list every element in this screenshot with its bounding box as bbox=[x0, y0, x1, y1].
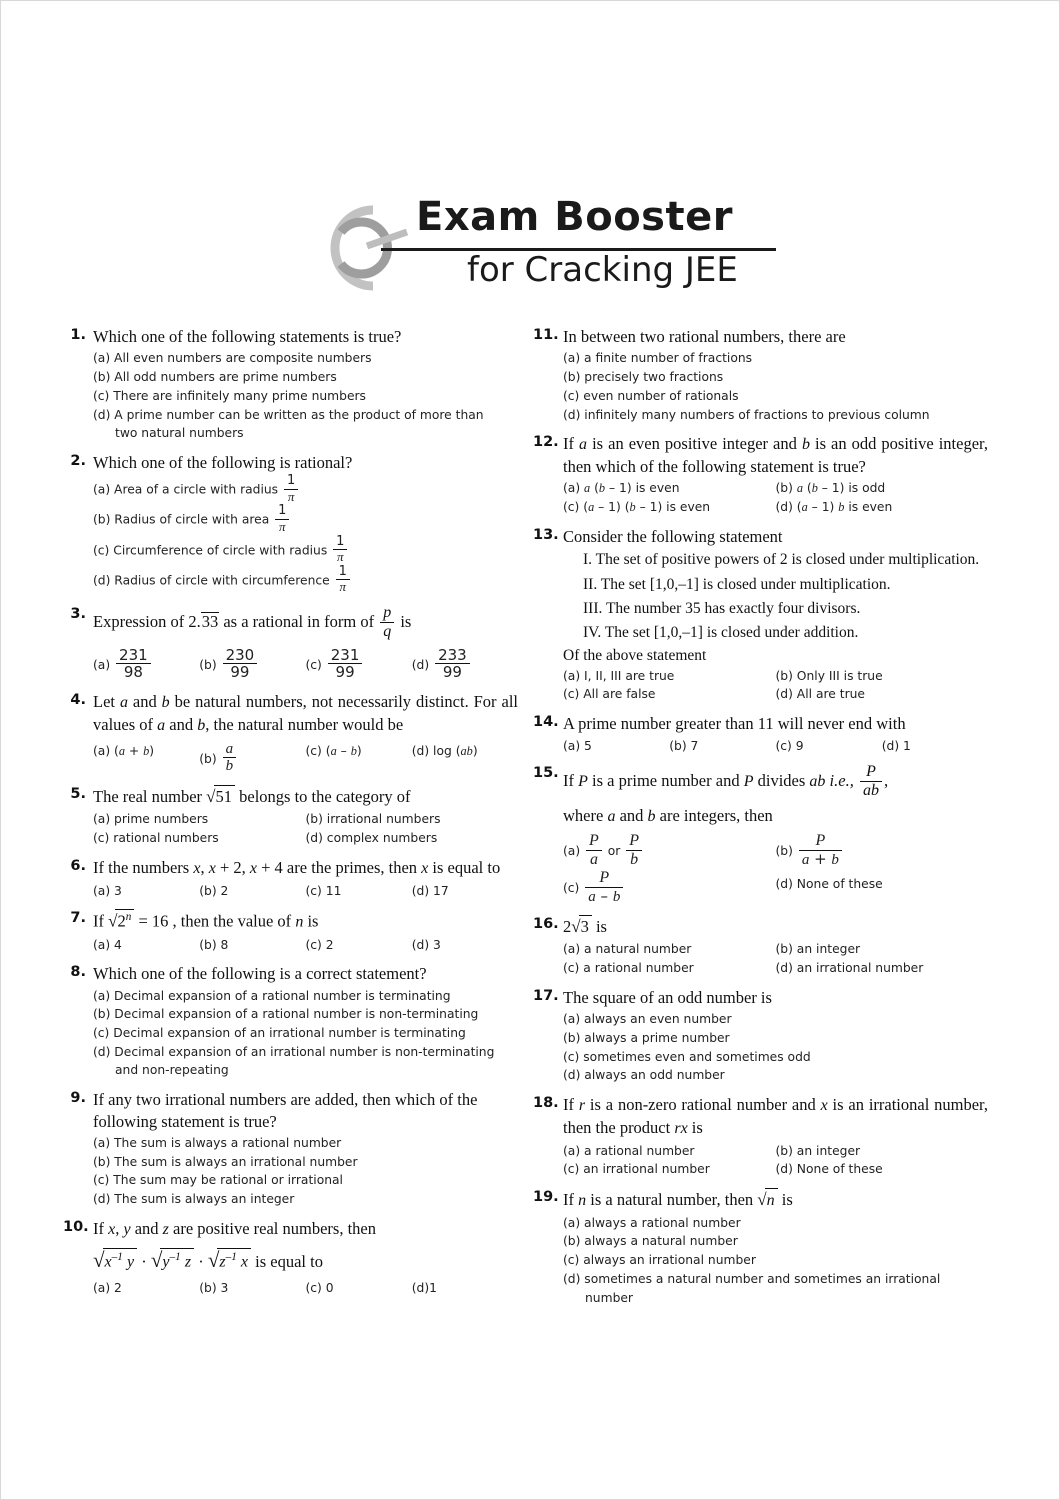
question-item bbox=[63, 963, 518, 1080]
option[interactable]: (d) infinitely many numbers of fractions to previous column bbox=[563, 407, 930, 422]
question-number: 1. bbox=[70, 327, 86, 343]
option[interactable]: (a) $\frac{P}{a}$ or $\frac{P}{b}$ bbox=[563, 833, 776, 870]
question-text: If any two irrational numbers are added, then which of the following statement is true? bbox=[93, 1090, 478, 1131]
option[interactable]: (a) $\frac{231}{98}$ bbox=[93, 648, 199, 683]
question-text: A prime number greater than 11 will never end with bbox=[563, 714, 906, 734]
option-list bbox=[563, 1010, 988, 1085]
question-item bbox=[63, 452, 518, 596]
option[interactable]: (b) $\frac{230}{99}$ bbox=[199, 648, 305, 683]
option[interactable]: (c) The sum may be rational or irrational bbox=[93, 1173, 343, 1188]
page-subtitle: for Cracking JEE bbox=[467, 250, 738, 290]
option[interactable]: (c) an irrational number bbox=[563, 1162, 710, 1177]
option[interactable]: (d) None of these bbox=[775, 1162, 883, 1177]
question-text-cont: where a and b are integers, then bbox=[563, 806, 773, 826]
option-list bbox=[563, 737, 988, 756]
option[interactable]: (d) The sum is always an integer bbox=[93, 1192, 295, 1207]
option[interactable]: (c) There are infinitely many prime numbers bbox=[93, 388, 366, 403]
option[interactable]: (b) 8 bbox=[199, 937, 229, 952]
option[interactable]: (a) Area of a circle with radius $\frac{1}{\pi}$ bbox=[93, 475, 518, 505]
option[interactable]: (d) All are true bbox=[775, 687, 865, 702]
option[interactable]: (d) complex numbers bbox=[305, 831, 438, 846]
option[interactable]: (b) $\frac{a}{b}$ bbox=[199, 742, 305, 777]
option-list bbox=[93, 645, 518, 683]
option[interactable]: (d) sometimes a natural number and sometimes an irrational number bbox=[563, 1271, 941, 1305]
option[interactable]: (b) Radius of circle with area $\frac{1}{\pi}$ bbox=[93, 505, 518, 535]
option[interactable]: (b) All odd numbers are prime numbers bbox=[93, 370, 337, 385]
option[interactable]: (a) a rational number bbox=[563, 1143, 695, 1158]
question-item bbox=[533, 433, 988, 517]
option-list bbox=[563, 940, 988, 977]
option[interactable]: (b) a (b – 1) is odd bbox=[775, 481, 886, 496]
question-item bbox=[63, 691, 518, 776]
option[interactable]: (b) The sum is always an irrational number bbox=[93, 1154, 358, 1169]
question-number: 14. bbox=[533, 714, 559, 731]
option[interactable]: (c) rational numbers bbox=[93, 831, 219, 846]
question-item bbox=[533, 713, 988, 755]
option[interactable]: (a) a finite number of fractions bbox=[563, 351, 753, 366]
question-text: Which one of the following is a correct statement? bbox=[93, 964, 427, 984]
option[interactable]: (d) log (ab) bbox=[411, 743, 478, 758]
question-expression: $√x^{-1}$ $y \cdot √y^{-1}$ $z \cdot √z^{-1}$ x is equal to bbox=[93, 1247, 323, 1272]
option[interactable]: (a) Decimal expansion of a rational number is terminating bbox=[93, 988, 451, 1003]
option[interactable]: (d) an irrational number bbox=[775, 961, 924, 976]
question-item bbox=[63, 1218, 518, 1298]
question-number: 2. bbox=[70, 452, 86, 469]
option-list bbox=[563, 1214, 988, 1307]
option[interactable]: (c) sometimes even and sometimes odd bbox=[563, 1049, 811, 1064]
option[interactable]: (c) 9 bbox=[775, 738, 804, 753]
question-item bbox=[63, 909, 518, 954]
option[interactable]: (a) I, II, III are true bbox=[563, 668, 675, 683]
option[interactable]: (d) Radius of circle with circumference $\frac{1}{\pi}$ bbox=[93, 566, 518, 596]
question-text: If P is a prime number and P divides ab i.e., $\frac{P}{ab}$ , bbox=[563, 763, 889, 800]
option[interactable]: (d) 1 bbox=[881, 738, 911, 753]
question-text: In between two rational numbers, there are bbox=[563, 327, 846, 346]
option[interactable]: (a) The sum is always a rational number bbox=[93, 1135, 342, 1150]
question-text: Consider the following statement bbox=[563, 526, 783, 546]
option-list bbox=[563, 1142, 988, 1179]
option[interactable]: (d) 3 bbox=[411, 937, 441, 952]
question-item bbox=[533, 915, 988, 977]
option[interactable]: (d) 17 bbox=[411, 883, 449, 898]
option[interactable]: (a) 3 bbox=[93, 883, 122, 898]
option[interactable]: (a) always an even number bbox=[563, 1012, 732, 1027]
question-number: 11. bbox=[533, 327, 559, 343]
question-text: 2√3 is bbox=[563, 917, 607, 937]
question-number: 4. bbox=[70, 692, 86, 709]
option[interactable]: (b) irrational numbers bbox=[305, 812, 441, 827]
option-list bbox=[563, 349, 988, 424]
option[interactable]: (d)1 bbox=[411, 1280, 437, 1295]
option[interactable]: (b) precisely two fractions bbox=[563, 370, 724, 385]
option-list bbox=[93, 349, 518, 442]
option[interactable]: (d) None of these bbox=[775, 876, 883, 891]
option-list bbox=[93, 987, 518, 1080]
question-text: Let a and b be natural numbers, not necessarily distinct. For all values of a and b, the natural number would be bbox=[93, 692, 518, 734]
question-text: If a is an even positive integer and b is an odd positive integer, then which of the following statement is true? bbox=[563, 434, 988, 476]
option[interactable]: (a) 5 bbox=[563, 738, 592, 753]
question-item bbox=[533, 987, 988, 1085]
option[interactable]: (a) 4 bbox=[93, 937, 122, 952]
option[interactable]: (c) (a – 1) (b – 1) is even bbox=[563, 500, 711, 515]
question-item bbox=[533, 1188, 988, 1307]
option[interactable]: (c) Decimal expansion of an irrational number is terminating bbox=[93, 1026, 466, 1041]
option-list bbox=[93, 936, 518, 955]
option[interactable]: (c) All are false bbox=[563, 687, 656, 702]
option[interactable]: (a) All even numbers are composite numbers bbox=[93, 351, 372, 366]
option[interactable]: (d) always an odd number bbox=[563, 1068, 725, 1083]
option[interactable]: (d) $\frac{233}{99}$ bbox=[412, 648, 518, 683]
option[interactable]: (c) always an irrational number bbox=[563, 1253, 756, 1268]
option[interactable]: (c) (a – b) bbox=[305, 743, 362, 758]
option-list bbox=[563, 667, 988, 704]
question-number: 8. bbox=[70, 964, 86, 981]
question-number: 12. bbox=[533, 434, 559, 451]
question-text: If r is a non-zero rational number and x is an irrational number, then the product rx is bbox=[563, 1095, 989, 1137]
option[interactable]: (b) always a prime number bbox=[563, 1030, 730, 1045]
statement: III. The number 35 has exactly four divisors. bbox=[583, 599, 861, 617]
option[interactable]: (c) a rational number bbox=[563, 961, 694, 976]
question-item bbox=[63, 857, 518, 900]
question-number: 16. bbox=[533, 916, 559, 933]
option[interactable]: (a) a (b – 1) is even bbox=[563, 481, 680, 496]
option[interactable]: (a) (a + b) bbox=[93, 743, 155, 758]
option[interactable]: (c) 0 bbox=[305, 1280, 334, 1295]
option[interactable]: (a) a natural number bbox=[563, 942, 692, 957]
question-number: 19. bbox=[533, 1188, 559, 1205]
question-column-left bbox=[63, 326, 518, 1307]
question-item bbox=[63, 326, 518, 443]
option-list bbox=[93, 1279, 518, 1298]
question-column-right bbox=[533, 326, 988, 1316]
question-number: 7. bbox=[70, 910, 86, 927]
question-number: 9. bbox=[70, 1090, 86, 1107]
question-number: 17. bbox=[533, 987, 559, 1004]
question-item bbox=[533, 1094, 988, 1179]
question-text: If n is a natural number, then √n is bbox=[563, 1188, 988, 1212]
question-number: 18. bbox=[533, 1095, 559, 1112]
option-list bbox=[93, 1134, 518, 1209]
option[interactable]: (b) 2 bbox=[199, 883, 229, 898]
page-header bbox=[1, 186, 1059, 311]
option[interactable]: (c) Circumference of circle with radius $\frac{1}{\pi}$ bbox=[93, 536, 518, 566]
question-number: 5. bbox=[70, 786, 86, 803]
option-list bbox=[93, 475, 518, 595]
option[interactable]: (a) 2 bbox=[93, 1280, 122, 1295]
option[interactable]: (b) always a natural number bbox=[563, 1234, 738, 1249]
question-text: If $√2^n = 16$ , then the value of n is bbox=[93, 911, 319, 931]
sub-prompt: Of the above statement bbox=[563, 646, 707, 664]
statement: II. The set [1,0,–1] is closed under multiplication. bbox=[583, 575, 891, 593]
option[interactable]: (c) $\frac{231}{99}$ bbox=[306, 648, 412, 683]
option-list bbox=[93, 882, 518, 901]
question-text: Expression of 2.33 as a rational in form of $\frac{p}{q}$ is bbox=[93, 603, 412, 640]
option[interactable]: (b) 7 bbox=[669, 738, 699, 753]
page-title: Exam Booster bbox=[416, 194, 733, 240]
question-number: 15. bbox=[533, 765, 559, 782]
option-list bbox=[93, 742, 518, 777]
question-text: The real number √51 belongs to the category of bbox=[93, 787, 411, 807]
question-text: The square of an odd number is bbox=[563, 987, 772, 1007]
question-number: 10. bbox=[63, 1218, 89, 1235]
option[interactable]: (a) prime numbers bbox=[93, 812, 209, 827]
option[interactable]: (a) always a rational number bbox=[563, 1215, 741, 1230]
option[interactable]: (d) A prime number can be written as the product of more than two natural numbers bbox=[93, 407, 484, 441]
question-item bbox=[533, 526, 988, 704]
question-number: 3. bbox=[70, 605, 86, 622]
question-text: Which one of the following is rational? bbox=[93, 452, 353, 472]
question-number: 6. bbox=[70, 857, 86, 874]
option-list bbox=[93, 810, 518, 847]
question-number: 13. bbox=[533, 526, 559, 543]
question-item bbox=[63, 605, 518, 682]
question-item bbox=[63, 1089, 518, 1209]
option-list bbox=[563, 479, 988, 516]
option[interactable]: (b) an integer bbox=[775, 1143, 861, 1158]
option[interactable]: (c) 2 bbox=[305, 937, 334, 952]
option[interactable]: (d) Decimal expansion of an irrational number is non-terminating and non-repeating bbox=[93, 1044, 495, 1078]
statement: IV. The set [1,0,–1] is closed under addition. bbox=[583, 624, 859, 642]
option[interactable]: (b) Decimal expansion of a rational number is non-terminating bbox=[93, 1007, 479, 1022]
statement-list bbox=[563, 549, 988, 644]
option[interactable]: (c) even number of rationals bbox=[563, 388, 739, 403]
question-text: If the numbers x, x + 2, x + 4 are the primes, then x is equal to bbox=[93, 857, 501, 877]
option[interactable]: (b) Only III is true bbox=[775, 668, 883, 683]
option[interactable]: (c) $\frac{P}{a - b}$ bbox=[563, 870, 776, 907]
statement: I. The set of positive powers of 2 is closed under multiplication. bbox=[583, 551, 980, 569]
option[interactable]: (b) an integer bbox=[775, 942, 861, 957]
option[interactable]: (b) $\frac{P}{a + b}$ bbox=[776, 833, 989, 870]
option-list bbox=[563, 833, 988, 907]
question-item bbox=[533, 764, 988, 906]
question-text: Which one of the following statements is true? bbox=[93, 327, 402, 346]
question-item bbox=[63, 785, 518, 847]
question-text: If x, y and z are positive real numbers, then bbox=[93, 1218, 377, 1238]
question-item bbox=[533, 326, 988, 424]
option[interactable]: (d) (a – 1) b is even bbox=[775, 500, 893, 515]
option[interactable]: (c) 11 bbox=[305, 883, 342, 898]
option[interactable]: (b) 3 bbox=[199, 1280, 229, 1295]
